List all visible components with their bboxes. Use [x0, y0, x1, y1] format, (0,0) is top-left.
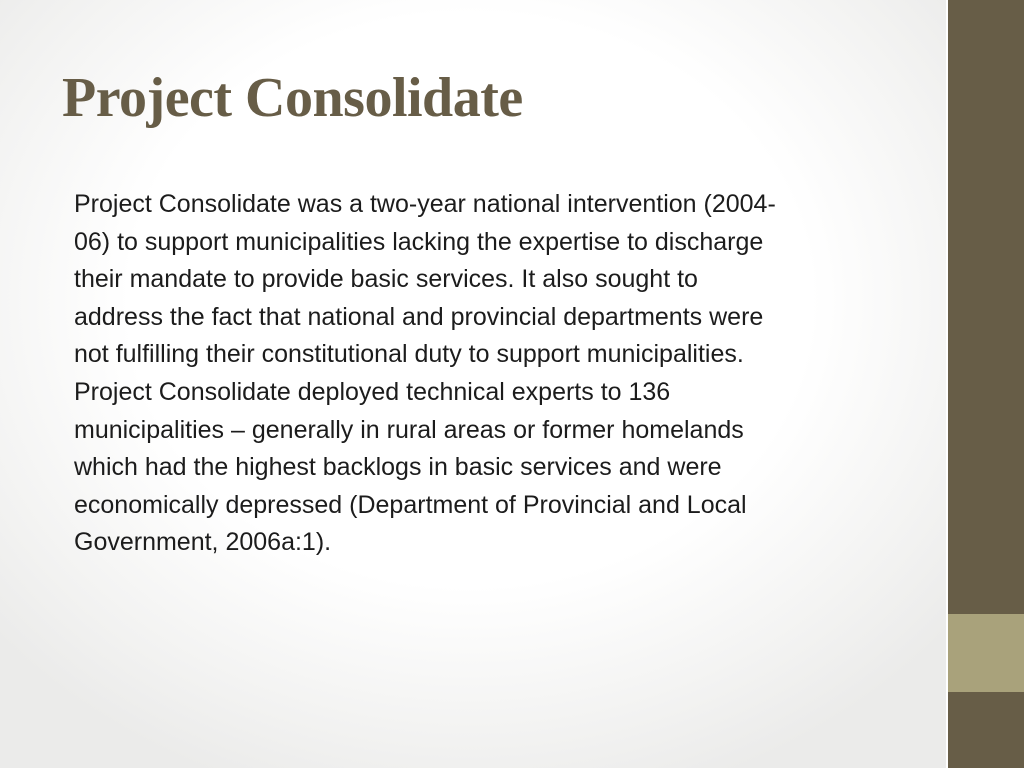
slide-title: Project Consolidate: [62, 67, 523, 129]
body-line: economically depressed (Department of Provincial and Local: [74, 490, 747, 519]
decorative-side-accent: [948, 614, 1024, 692]
body-line: not fulfilling their constitutional duty to support municipalities.: [74, 340, 744, 369]
body-line: Project Consolidate was a two-year national intervention (2004-: [74, 190, 776, 218]
body-line: address the fact that national and provincial departments were: [74, 302, 764, 331]
body-line: Project Consolidate deployed technical experts to 136: [74, 377, 671, 406]
body-line: Government, 2006a:1).: [74, 528, 332, 557]
slide-body: [74, 186, 894, 562]
body-line: municipalities – generally in rural areas or former homelands: [74, 415, 744, 444]
body-line: which had the highest backlogs in basic services and were: [74, 453, 722, 482]
body-line: 06) to support municipalities lacking the expertise to discharge: [74, 227, 764, 256]
body-line: their mandate to provide basic services. It also sought to: [74, 265, 698, 294]
